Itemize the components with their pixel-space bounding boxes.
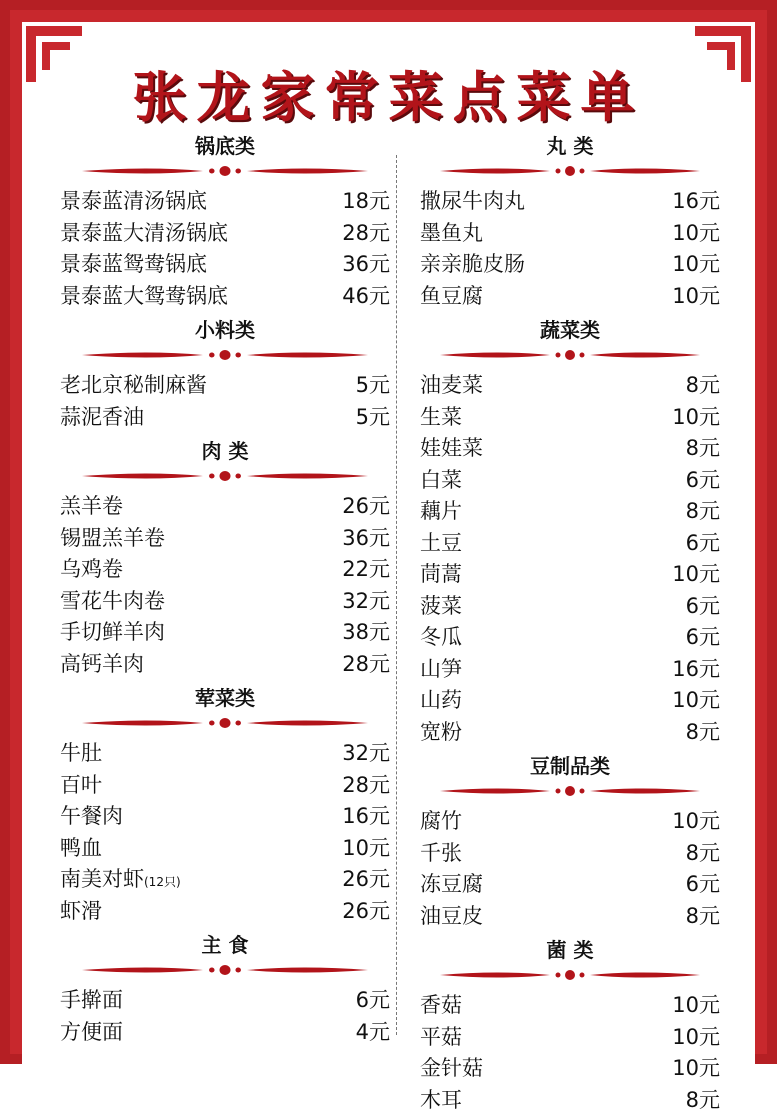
item-name-text: 亲亲脆皮肠: [420, 252, 525, 276]
menu-item: [420, 838, 720, 870]
item-name-text: 山笋: [420, 657, 462, 681]
right-column: [420, 128, 720, 1116]
item-name: [420, 838, 462, 870]
item-price: 26元: [330, 491, 390, 523]
item-price: 10元: [660, 990, 720, 1022]
menu-item: [420, 281, 720, 313]
item-price: 10元: [660, 1022, 720, 1054]
menu-item: [60, 985, 390, 1017]
item-price: 10元: [660, 806, 720, 838]
item-name-text: 南美对虾: [60, 867, 144, 891]
section-ornament: [60, 716, 390, 730]
item-price: 8元: [660, 901, 720, 933]
section-ornament: [420, 968, 720, 982]
menu-item: [420, 806, 720, 838]
menu-item: [60, 370, 390, 402]
menu-item: [60, 491, 390, 523]
item-name: [420, 901, 483, 933]
item-name: [420, 218, 483, 250]
item-price: 8元: [660, 433, 720, 465]
item-price: 28元: [330, 649, 390, 681]
item-price: 8元: [660, 717, 720, 749]
item-price: 26元: [330, 864, 390, 896]
menu-item: [60, 617, 390, 649]
item-name: [420, 559, 462, 591]
section-title: 菌 类: [420, 936, 720, 964]
item-name-text: 乌鸡卷: [60, 557, 123, 581]
item-name: [60, 738, 102, 770]
item-name: [60, 491, 123, 523]
item-name-text: 油豆皮: [420, 904, 483, 928]
section-ornament: [420, 348, 720, 362]
item-name-text: 宽粉: [420, 720, 462, 744]
item-name-text: 老北京秘制麻酱: [60, 373, 207, 397]
item-price: 16元: [330, 801, 390, 833]
item-name-text: 冻豆腐: [420, 872, 483, 896]
item-price: 38元: [330, 617, 390, 649]
item-name: [60, 896, 102, 928]
menu-item: [60, 402, 390, 434]
item-name: [60, 554, 123, 586]
item-price: 10元: [660, 402, 720, 434]
item-name: [60, 1017, 123, 1049]
menu-item: [420, 370, 720, 402]
item-name-text: 娃娃菜: [420, 436, 483, 460]
item-name: [420, 496, 462, 528]
item-price: 46元: [330, 281, 390, 313]
menu-item: [420, 559, 720, 591]
left-column: [60, 128, 390, 1048]
item-name-text: 油麦菜: [420, 373, 483, 397]
item-name-text: 羔羊卷: [60, 494, 123, 518]
menu-item: [60, 864, 390, 896]
item-price: 8元: [660, 838, 720, 870]
item-name-text: 百叶: [60, 773, 102, 797]
item-price: 6元: [660, 591, 720, 623]
item-name-text: 景泰蓝大鸳鸯锅底: [60, 284, 228, 308]
section-ornament: [60, 469, 390, 483]
item-name-text: 撒尿牛肉丸: [420, 189, 525, 213]
item-name-text: 山药: [420, 688, 462, 712]
item-name-text: 菠菜: [420, 594, 462, 618]
item-name: [420, 249, 525, 281]
item-name-text: 鸭血: [60, 836, 102, 860]
item-name-text: 锡盟羔羊卷: [60, 526, 165, 550]
menu-item: [420, 528, 720, 560]
menu-item: [420, 465, 720, 497]
section-ornament: [60, 164, 390, 178]
item-name: [420, 869, 483, 901]
item-name: [60, 586, 165, 618]
item-name-text: 手切鲜羊肉: [60, 620, 165, 644]
item-price: 6元: [660, 622, 720, 654]
item-name-text: 景泰蓝清汤锅底: [60, 189, 207, 213]
item-name-text: 午餐肉: [60, 804, 123, 828]
menu-item: [60, 523, 390, 555]
item-name-text: 香菇: [420, 993, 462, 1017]
item-name-text: 景泰蓝鸳鸯锅底: [60, 252, 207, 276]
item-name: [420, 717, 462, 749]
item-name: [60, 770, 102, 802]
item-price: 5元: [330, 370, 390, 402]
item-name-text: 手擀面: [60, 988, 123, 1012]
section-title: 主 食: [60, 931, 390, 959]
menu-item: [420, 717, 720, 749]
menu-item: [420, 496, 720, 528]
item-name: [60, 801, 123, 833]
item-price: 10元: [660, 685, 720, 717]
item-name-text: 木耳: [420, 1088, 462, 1112]
item-price: 10元: [330, 833, 390, 865]
section-title: 荤菜类: [60, 684, 390, 712]
item-name-text: 墨鱼丸: [420, 221, 483, 245]
menu-item: [60, 218, 390, 250]
menu-item: [420, 654, 720, 686]
menu-item: [60, 249, 390, 281]
item-name: [420, 1085, 462, 1116]
item-price: 6元: [660, 528, 720, 560]
item-name: [420, 1022, 462, 1054]
item-name-text: 蒜泥香油: [60, 405, 144, 429]
item-price: 36元: [330, 249, 390, 281]
section-title: 小料类: [60, 316, 390, 344]
item-name-text: 腐竹: [420, 809, 462, 833]
item-name-text: 虾滑: [60, 899, 102, 923]
item-price: 26元: [330, 896, 390, 928]
item-name-text: 雪花牛肉卷: [60, 589, 165, 613]
section-ornament: [420, 164, 720, 178]
item-price: 10元: [660, 249, 720, 281]
menu-item: [420, 901, 720, 933]
item-name: [60, 186, 207, 218]
item-price: 22元: [330, 554, 390, 586]
section-ornament: [60, 348, 390, 362]
item-name-text: 生菜: [420, 405, 462, 429]
item-price: 32元: [330, 586, 390, 618]
item-price: 16元: [660, 186, 720, 218]
item-name-text: 千张: [420, 841, 462, 865]
section-title: 蔬菜类: [420, 316, 720, 344]
menu-item: [420, 1053, 720, 1085]
item-price: 10元: [660, 559, 720, 591]
section-ornament: [420, 784, 720, 798]
item-note: (12只): [144, 875, 181, 889]
item-name: [420, 1053, 483, 1085]
menu-item: [60, 281, 390, 313]
item-price: 10元: [660, 218, 720, 250]
section-title: 锅底类: [60, 132, 390, 160]
item-name-text: 金针菇: [420, 1056, 483, 1080]
item-name: [420, 465, 462, 497]
item-name: [60, 218, 228, 250]
menu-item: [60, 186, 390, 218]
item-price: 6元: [330, 985, 390, 1017]
item-name: [420, 622, 462, 654]
section-title: 丸 类: [420, 132, 720, 160]
menu-item: [420, 1085, 720, 1116]
menu-item: [60, 649, 390, 681]
section-title: 豆制品类: [420, 752, 720, 780]
item-name: [60, 523, 165, 555]
item-price: 32元: [330, 738, 390, 770]
item-name: [60, 370, 207, 402]
section-title: 肉 类: [60, 437, 390, 465]
item-name-text: 白菜: [420, 468, 462, 492]
menu-item: [420, 218, 720, 250]
item-price: 10元: [660, 281, 720, 313]
item-name: [60, 281, 228, 313]
item-price: 28元: [330, 218, 390, 250]
item-name-text: 平菇: [420, 1025, 462, 1049]
item-price: 4元: [330, 1017, 390, 1049]
item-name-text: 高钙羊肉: [60, 652, 144, 676]
item-price: 36元: [330, 523, 390, 555]
item-name-text: 牛肚: [60, 741, 102, 765]
section-ornament: [60, 963, 390, 977]
item-name-text: 景泰蓝大清汤锅底: [60, 221, 228, 245]
item-name: [420, 591, 462, 623]
item-name-text: 鱼豆腐: [420, 284, 483, 308]
menu-item: [60, 1017, 390, 1049]
item-name: [60, 617, 165, 649]
menu-item: [60, 896, 390, 928]
menu-item: [420, 591, 720, 623]
item-price: 8元: [660, 496, 720, 528]
item-name-text: 茼蒿: [420, 562, 462, 586]
menu-item: [420, 622, 720, 654]
item-name: [420, 654, 462, 686]
item-name: [60, 864, 181, 899]
item-price: 18元: [330, 186, 390, 218]
menu-item: [420, 402, 720, 434]
menu-item: [60, 554, 390, 586]
item-name: [420, 528, 462, 560]
menu-item: [420, 186, 720, 218]
item-price: 16元: [660, 654, 720, 686]
menu-item: [420, 869, 720, 901]
item-name: [420, 433, 483, 465]
menu-item: [60, 801, 390, 833]
menu-item: [420, 990, 720, 1022]
item-name-text: 冬瓜: [420, 625, 462, 649]
menu-title: 张龙家常菜点菜单: [0, 55, 777, 132]
menu-item: [420, 249, 720, 281]
item-name: [60, 833, 102, 865]
menu-item: [420, 685, 720, 717]
item-name: [60, 649, 144, 681]
menu-item: [420, 1022, 720, 1054]
item-price: 10元: [660, 1053, 720, 1085]
item-name-text: 土豆: [420, 531, 462, 555]
item-name: [420, 402, 462, 434]
item-price: 28元: [330, 770, 390, 802]
item-name: [420, 806, 462, 838]
menu-item: [60, 770, 390, 802]
menu-item: [60, 833, 390, 865]
item-name: [420, 990, 462, 1022]
item-name: [420, 370, 483, 402]
item-price: 6元: [660, 869, 720, 901]
menu-item: [60, 586, 390, 618]
item-name-text: 方便面: [60, 1020, 123, 1044]
item-name-text: 藕片: [420, 499, 462, 523]
item-name: [60, 985, 123, 1017]
item-price: 6元: [660, 465, 720, 497]
menu-item: [60, 738, 390, 770]
item-name: [420, 685, 462, 717]
item-name: [420, 186, 525, 218]
item-name: [420, 281, 483, 313]
menu-item: [420, 433, 720, 465]
item-price: 8元: [660, 1085, 720, 1116]
item-price: 8元: [660, 370, 720, 402]
column-divider: [396, 155, 397, 1035]
item-price: 5元: [330, 402, 390, 434]
item-name: [60, 249, 207, 281]
item-name: [60, 402, 144, 434]
